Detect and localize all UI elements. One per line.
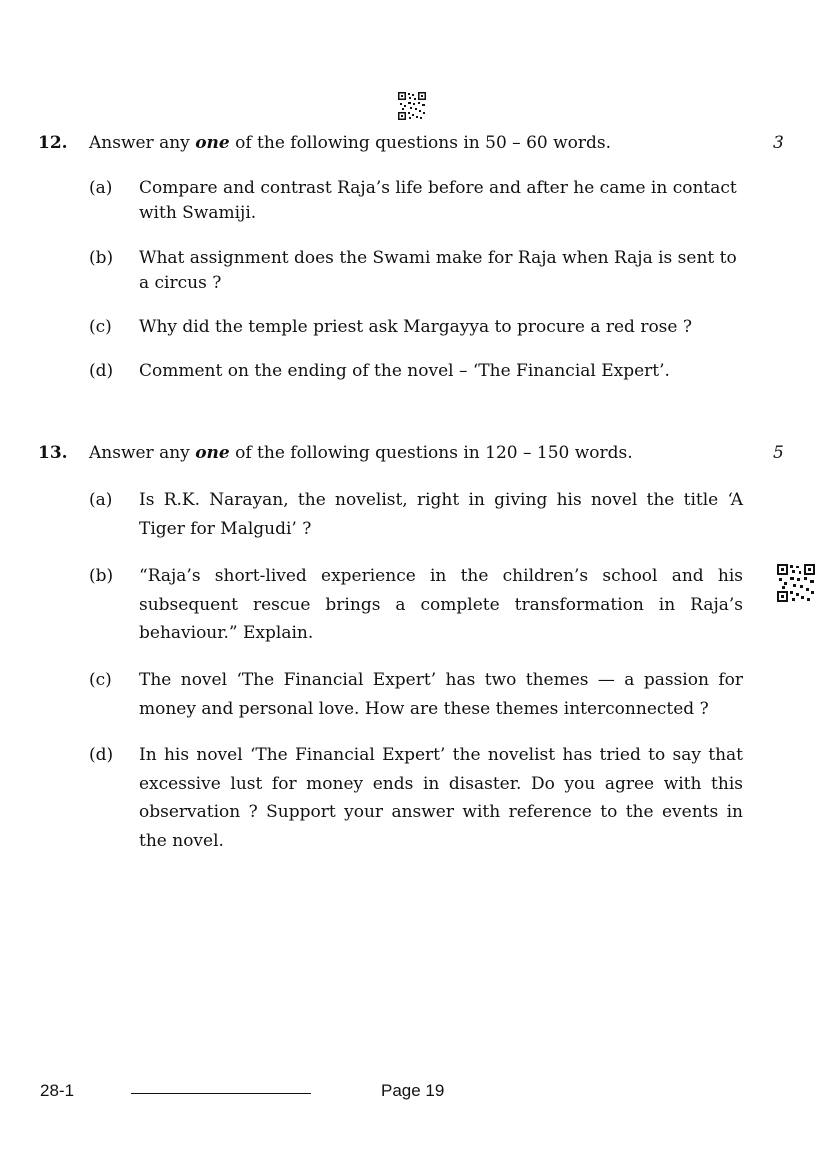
option-text: Is R.K. Narayan, the novelist, right in giving his novel the title ‘A Tiger for Malgudi’ ? <box>139 490 743 539</box>
option-label: (a) <box>89 490 113 510</box>
option-label: (d) <box>89 745 114 765</box>
question-instruction <box>89 443 633 463</box>
instruction-prefix: Answer any <box>89 443 196 463</box>
paper-code: 28-1 <box>40 1081 75 1100</box>
question-option <box>89 741 743 855</box>
qr-code-icon <box>398 92 426 120</box>
instruction-suffix: of the following questions in 120 – 150 words. <box>229 443 633 463</box>
question-option <box>89 246 743 296</box>
option-label: (c) <box>89 317 112 337</box>
question-option <box>89 176 743 226</box>
option-label: (a) <box>89 178 113 198</box>
footer-divider <box>131 1093 311 1094</box>
question-number: 12. <box>38 133 68 153</box>
instruction-prefix: Answer any <box>89 133 196 153</box>
option-text: In his novel ‘The Financial Expert’ the novelist has tried to say that excessive lust for money ends in disaster. Do you agree with this observation ? Support your answer with reference to the events in the novel. <box>139 745 743 851</box>
option-text: Compare and contrast Raja’s life before and after he came in contact with Swamiji. <box>139 178 737 223</box>
question-marks: 3 <box>773 133 784 153</box>
question-option <box>89 562 743 648</box>
question-option <box>89 315 743 340</box>
question-instruction <box>89 133 611 153</box>
question-option <box>89 359 743 384</box>
instruction-emphasis: one <box>195 133 230 153</box>
page-number: Page 19 <box>381 1081 445 1100</box>
question-option <box>89 666 743 723</box>
qr-code-icon <box>777 564 815 602</box>
option-label: (d) <box>89 361 114 381</box>
question-option <box>89 486 743 543</box>
question-number: 13. <box>38 443 68 463</box>
instruction-emphasis: one <box>195 443 230 463</box>
option-text: “Raja’s short-lived experience in the children’s school and his subsequent rescue brings a complete transformation in Raja’s behaviour.” Explain. <box>139 566 743 643</box>
option-label: (b) <box>89 566 114 586</box>
option-text: Why did the temple priest ask Margayya to procure a red rose ? <box>139 317 692 337</box>
option-text: The novel ‘The Financial Expert’ has two themes — a passion for money and personal love. How are these themes interconnected ? <box>139 670 743 719</box>
instruction-suffix: of the following questions in 50 – 60 words. <box>229 133 612 153</box>
option-text: Comment on the ending of the novel – ‘The Financial Expert’. <box>139 361 670 381</box>
option-label: (c) <box>89 670 112 690</box>
question-marks: 5 <box>773 443 784 463</box>
option-label: (b) <box>89 248 114 268</box>
option-text: What assignment does the Swami make for Raja when Raja is sent to a circus ? <box>139 248 737 293</box>
